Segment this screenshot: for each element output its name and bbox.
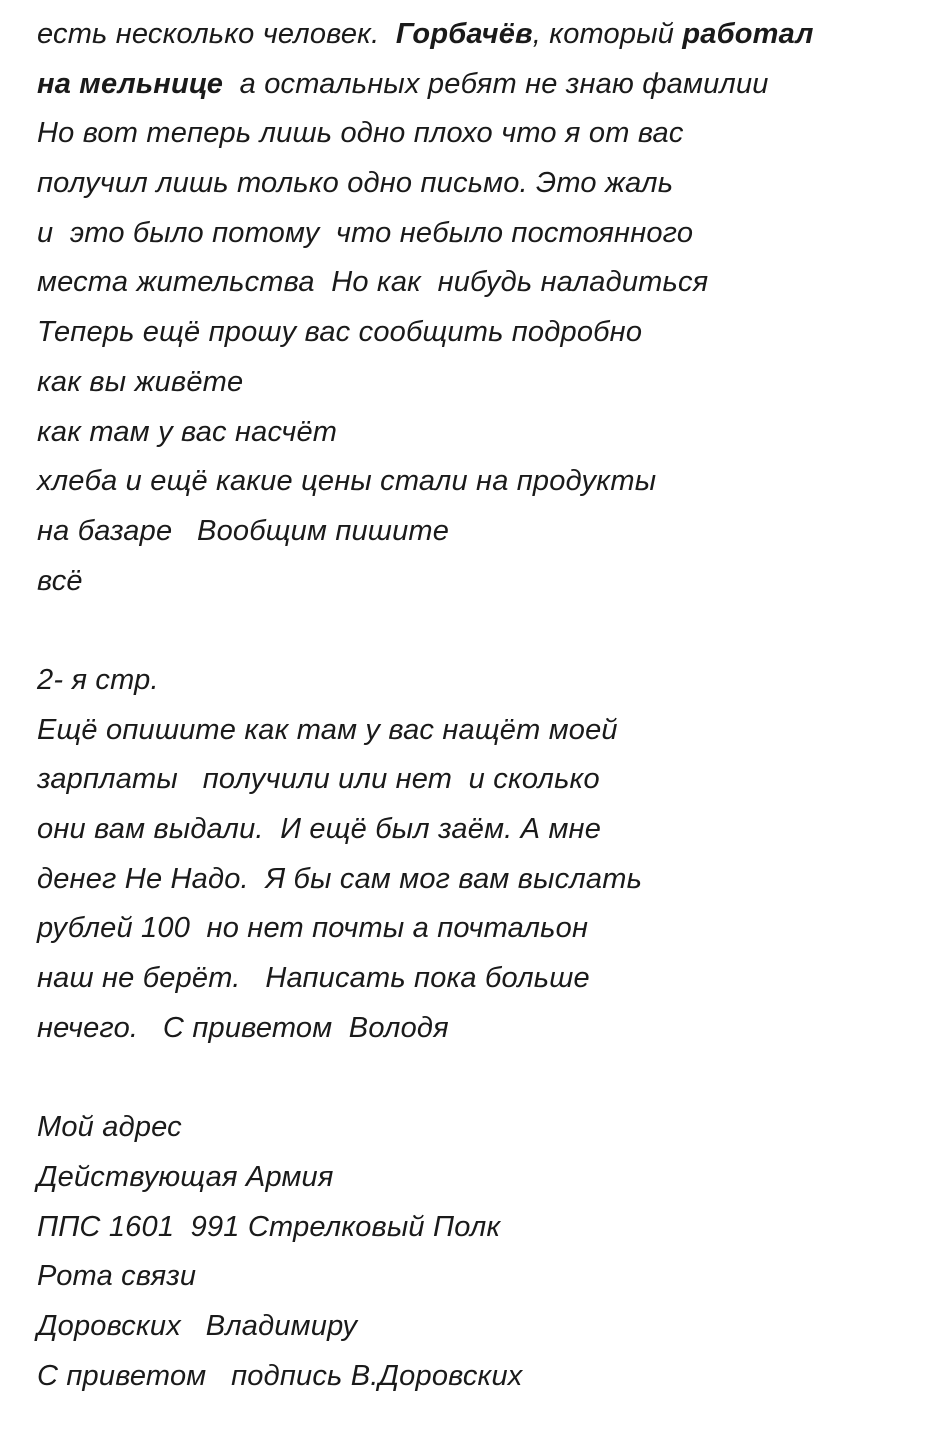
page-two-heading: 2- я стр. <box>37 663 159 696</box>
letter-line-2 <box>37 60 917 110</box>
bold-name-gorbachev: Горбачёв <box>395 18 533 50</box>
bold-text-at-mill: на мельнице <box>37 67 224 100</box>
letter-line-5: и это было потому что небыло постоянного <box>37 216 694 249</box>
letter-line-p2-2: зарплаты получили или нет и сколько <box>37 763 600 796</box>
letter-line-1 <box>37 10 917 60</box>
letter-line-9: как там у вас насчёт <box>37 415 338 448</box>
letter-text <box>37 10 917 1401</box>
letter-line-p2-4: денег Не Надо. Я бы сам мог вам выслать <box>37 862 643 895</box>
address-line-4: Рота связи <box>37 1260 197 1293</box>
letter-line-p2-3: они вам выдали. И ещё был заём. А мне <box>37 813 602 845</box>
letter-line-10: хлеба и ещё какие цены стали на продукты <box>37 465 657 498</box>
address-line-3: ППС 1601 991 Стрелковый Полк <box>37 1210 501 1243</box>
letter-line-3: Но вот теперь лишь одно плохо что я от вас <box>37 117 684 150</box>
letter-line-p2-1: Ещё опишите как там у вас нащёт моей <box>37 713 618 746</box>
address-line-2: Действующая Армия <box>37 1160 334 1193</box>
address-line-1: Мой адрес <box>37 1111 182 1144</box>
text-segment: а остальных ребят не знаю фамилии <box>223 67 769 100</box>
blank-line <box>37 606 917 656</box>
letter-line-6: места жительства Но как нибудь наладиться <box>37 266 709 299</box>
bold-text-worked: работал <box>682 18 814 50</box>
letter-line-4: получил лишь только одно письмо. Это жаль <box>37 167 674 200</box>
letter-line-p2-7: нечего. С приветом Володя <box>37 1011 449 1044</box>
letter-line-p2-6: наш не берёт. Написать пока больше <box>37 962 590 995</box>
address-line-5: Доровских Владимиру <box>37 1309 358 1342</box>
address-line-6: С приветом подпись В.Доровских <box>37 1359 523 1392</box>
text-segment: есть несколько человек. <box>37 18 396 50</box>
letter-line-12: всё <box>37 564 83 597</box>
letter-line-11: на базаре Вообщим пишите <box>37 514 450 547</box>
letter-line-p2-5: рублей 100 но нет почты а почтальон <box>37 912 589 945</box>
letter-line-8: как вы живёте <box>37 365 244 398</box>
text-segment: , который <box>532 18 683 50</box>
blank-line <box>37 1053 917 1103</box>
letter-line-7: Теперь ещё прошу вас сообщить подробно <box>37 316 643 349</box>
